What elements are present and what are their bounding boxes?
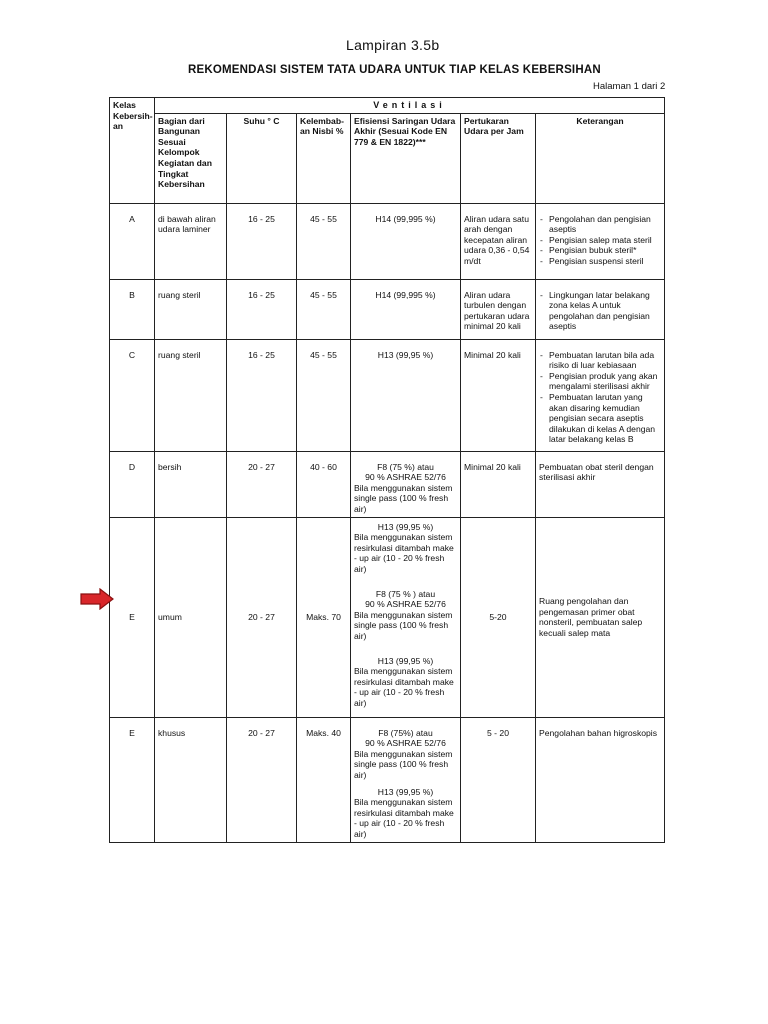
cell-bagian: khusus (155, 717, 227, 842)
cell-bagian: bersih (155, 451, 227, 517)
cell-pertukaran: Aliran udara turbulen dengan pertukaran udara minimal 20 kali (461, 279, 536, 339)
filter-line: Bila menggunakan sistem single pass (100 % fresh air) (354, 609, 453, 641)
filter-line: H13 (99,95 %) (377, 786, 434, 797)
cell-kelembaban: 45 - 55 (297, 339, 351, 451)
cell-kelembaban: 40 - 60 (297, 451, 351, 517)
cell-filter (351, 451, 461, 517)
cell-bagian: di bawah aliran udara laminer (155, 203, 227, 279)
cell-kelas: E (110, 517, 155, 717)
table-row (110, 339, 665, 451)
cell-filter: H13 (99,95 %) (351, 339, 461, 451)
right-arrow-icon (80, 588, 114, 610)
table-row (110, 717, 665, 842)
table-row (110, 451, 665, 517)
filter-line: Bila menggunakan sistem resirkulasi ditambah make - up air (10 - 20 % fresh air) (354, 666, 454, 708)
column-header-filter: Efisiensi Saringan Udara Akhir (Sesuai Kode EN 779 & EN 1822)*** (351, 113, 461, 203)
list-item: - Pengisian suspensi steril (549, 256, 661, 267)
column-header-bagian: Bagian dari Bangunan Sesuai Kelompok Kegiatan dan Tingkat Kebersihan (155, 113, 227, 203)
filter-line: Bila menggunakan sistem single pass (100 % fresh air) (354, 482, 453, 514)
cell-suhu: 20 - 27 (227, 451, 297, 517)
cell-keterangan: Pengolahan bahan higroskopis (536, 717, 665, 842)
table-subheader-row (110, 113, 665, 203)
cell-pertukaran: Aliran udara satu arah dengan kecepatan aliran udara 0,36 - 0,54 m/dt (461, 203, 536, 279)
list-item: - Pengolahan dan pengisian aseptis (549, 214, 661, 235)
column-header-kelembaban: Kelembab-an Nisbi % (297, 113, 351, 203)
filter-line: F8 (75%) atau (378, 727, 433, 738)
cell-bagian: ruang steril (155, 339, 227, 451)
cell-keterangan (536, 203, 665, 279)
filter-line: F8 (75 %) atau (377, 461, 434, 472)
document-title: REKOMENDASI SISTEM TATA UDARA UNTUK TIAP KELAS KEBERSIHAN (188, 64, 601, 76)
cell-suhu: 16 - 25 (227, 279, 297, 339)
filter-line: 90 % ASHRAE 52/76 (365, 599, 446, 610)
list-item: - Pembuatan larutan bila ada risiko di luar kebiasaan (549, 350, 661, 371)
list-item: - Lingkungan latar belakang zona kelas A untuk pengolahan dan pengisian aseptis (549, 290, 661, 332)
cell-kelembaban: 45 - 55 (297, 279, 351, 339)
filter-line: H13 (99,95 %) (377, 521, 434, 532)
filter-line: Bila menggunakan sistem resirkulasi ditambah make - up air (10 - 20 % fresh air) (354, 532, 454, 574)
cell-keterangan (536, 339, 665, 451)
cell-kelembaban: 45 - 55 (297, 203, 351, 279)
cell-filter: H14 (99,995 %) (351, 279, 461, 339)
filter-line: H13 (99,95 %) (377, 655, 434, 666)
column-header-kelas: Kelas Kebersih-an (110, 98, 155, 204)
group-header-ventilasi: Ventilasi (155, 98, 665, 114)
filter-line: 90 % ASHRAE 52/76 (365, 472, 446, 483)
column-header-pertukaran: Pertukaran Udara per Jam (461, 113, 536, 203)
cell-pertukaran: Minimal 20 kali (461, 339, 536, 451)
table-row (110, 517, 665, 717)
cell-kelas: C (110, 339, 155, 451)
cell-pertukaran: 5-20 (461, 517, 536, 717)
filter-line: Bila menggunakan sistem resirkulasi ditambah make - up air (10 - 20 % fresh air) (354, 797, 454, 839)
cell-pertukaran: 5 - 20 (461, 717, 536, 842)
cell-keterangan: Pembuatan obat steril dengan sterilisasi akhir (536, 451, 665, 517)
filter-line: F8 (75 % ) atau (375, 588, 436, 599)
cell-kelas: B (110, 279, 155, 339)
cell-kelembaban: Maks. 40 (297, 717, 351, 842)
cell-kelas: D (110, 451, 155, 517)
list-item: - Pembuatan larutan yang akan disaring kemudian pengisian secara aseptis dilakukan di kelas A dengan latar belakang kelas B (549, 392, 661, 445)
cell-suhu: 16 - 25 (227, 339, 297, 451)
page-indicator: Halaman 1 dari 2 (593, 81, 666, 92)
cell-kelas: A (110, 203, 155, 279)
column-header-suhu: Suhu ° C (227, 113, 297, 203)
cell-bagian: ruang steril (155, 279, 227, 339)
cell-pertukaran: Minimal 20 kali (461, 451, 536, 517)
filter-line: 90 % ASHRAE 52/76 (365, 738, 446, 749)
cell-filter (351, 517, 461, 717)
appendix-label: Lampiran 3.5b (346, 37, 440, 53)
cell-suhu: 20 - 27 (227, 517, 297, 717)
cell-keterangan (536, 279, 665, 339)
table-row (110, 279, 665, 339)
cell-filter (351, 717, 461, 842)
cell-suhu: 16 - 25 (227, 203, 297, 279)
filter-line: Bila menggunakan sistem single pass (100 % fresh air) (354, 748, 453, 780)
cell-keterangan: Ruang pengolahan dan pengemasan primer obat nonsteril, pembuatan salep kecuali salep mata (536, 517, 665, 717)
recommendation-table (109, 97, 665, 843)
list-item: - Pengisian bubuk steril* (549, 245, 661, 256)
table-row (110, 203, 665, 279)
list-item: - Pengisian salep mata steril (549, 235, 661, 246)
cell-kelas: E (110, 717, 155, 842)
table-header-row (110, 98, 665, 114)
list-item: - Pengisian produk yang akan mengalami sterilisasi akhir (549, 371, 661, 392)
cell-bagian: umum (155, 517, 227, 717)
cell-filter: H14 (99,995 %) (351, 203, 461, 279)
column-header-keterangan: Keterangan (536, 113, 665, 203)
cell-suhu: 20 - 27 (227, 717, 297, 842)
cell-kelembaban: Maks. 70 (297, 517, 351, 717)
